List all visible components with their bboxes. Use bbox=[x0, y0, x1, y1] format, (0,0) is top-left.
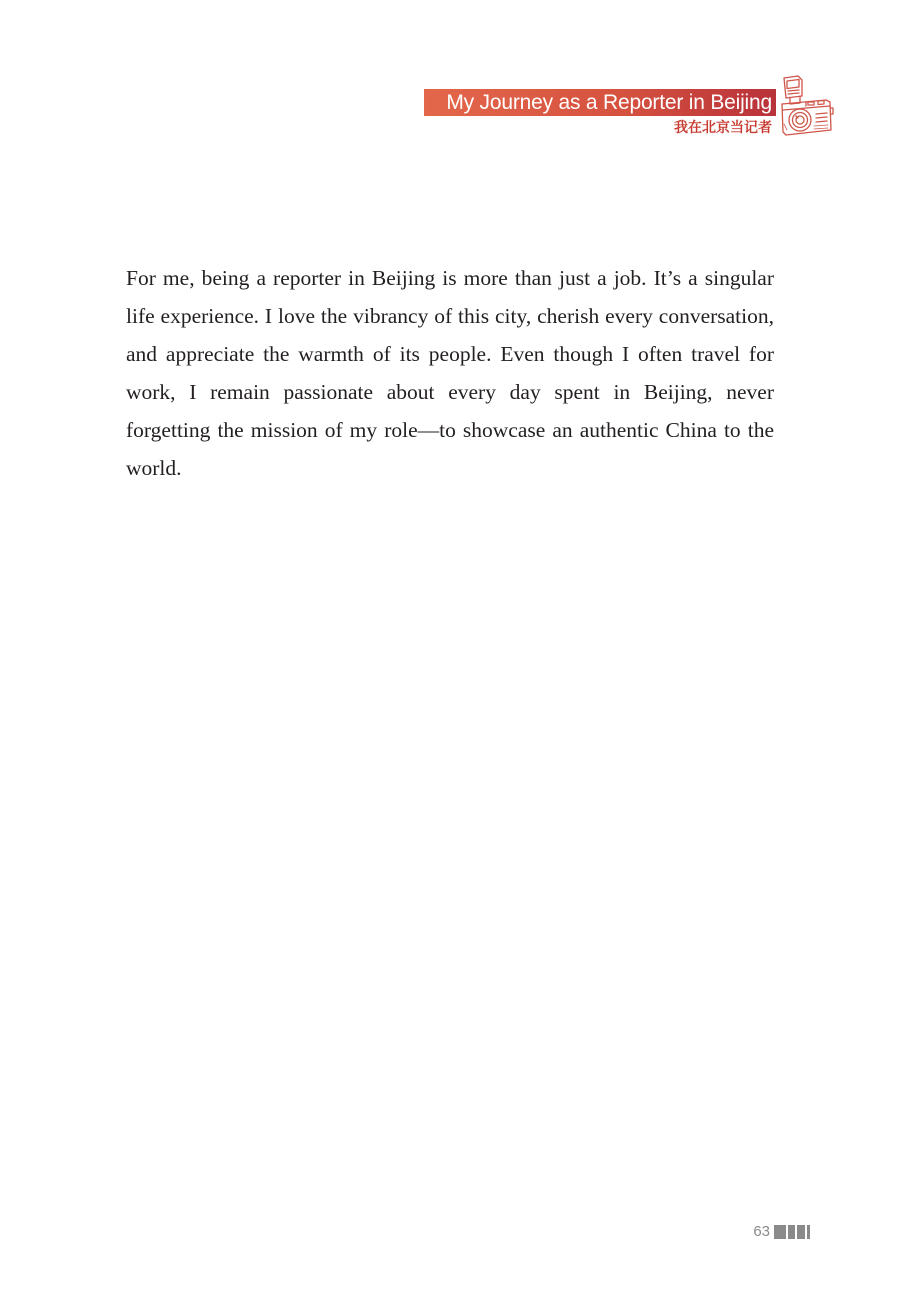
book-title-banner bbox=[424, 89, 776, 116]
page-footer bbox=[753, 1222, 810, 1242]
page-header bbox=[0, 0, 900, 160]
page-mark bbox=[797, 1225, 805, 1239]
page-marks-decoration bbox=[774, 1225, 810, 1239]
body-paragraph: For me, being a reporter in Beijing is more than just a job. It’s a singular life experience. I love the vibrancy of this city, cherish every conversation, and appreciate the warmth of its people. Even though I often travel for work, I remain passionate about every day spent in Beijing, never forgetting the mission of my role—to showcase an authentic China to the world. bbox=[126, 266, 774, 480]
page-mark bbox=[774, 1225, 786, 1239]
book-subtitle-chinese: 我在北京当记者 bbox=[674, 120, 772, 136]
page-mark bbox=[788, 1225, 795, 1239]
page-mark bbox=[807, 1225, 810, 1239]
page-number: 63 bbox=[753, 1223, 770, 1240]
book-title: My Journey as a Reporter in Beijing bbox=[446, 91, 772, 114]
camera-icon bbox=[778, 74, 834, 140]
